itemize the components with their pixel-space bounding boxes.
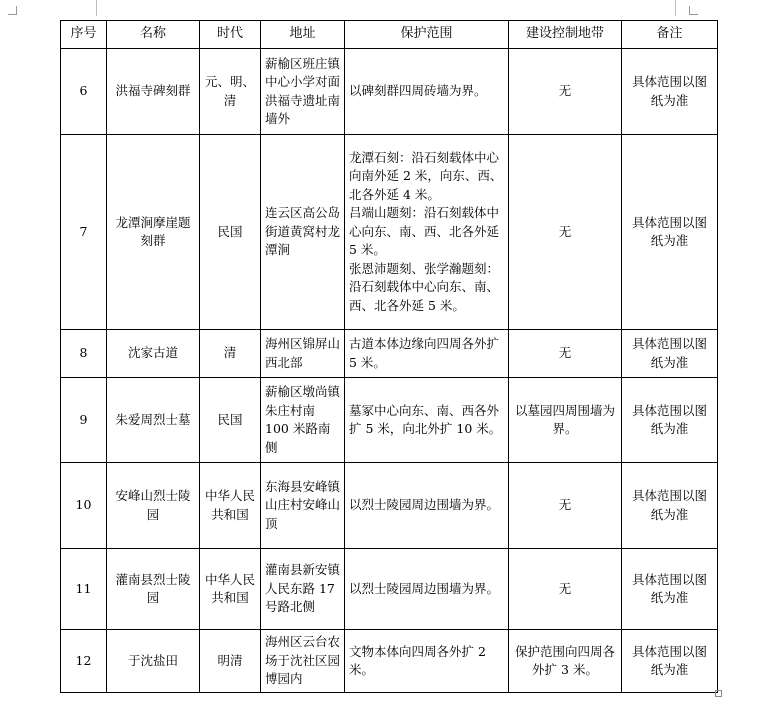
cell-name: 于沈盐田 <box>107 630 200 693</box>
cell-no: 11 <box>61 549 107 630</box>
margin-mark-right <box>689 6 698 15</box>
cell-control: 无 <box>509 463 622 549</box>
header-cell-scope: 保护范围 <box>345 21 509 49</box>
cell-address: 薪榆区墩尚镇朱庄村南 100 米路南侧 <box>261 378 345 463</box>
cell-address: 海州区锦屏山西北部 <box>261 330 345 378</box>
page-corner-line-left <box>96 0 97 16</box>
cell-scope: 以烈士陵园周边围墙为界。 <box>345 549 509 630</box>
cell-address: 连云区高公岛街道黄窝村龙潭涧 <box>261 135 345 330</box>
cell-name: 朱爱周烈士墓 <box>107 378 200 463</box>
cell-no: 7 <box>61 135 107 330</box>
cell-name: 安峰山烈士陵园 <box>107 463 200 549</box>
header-cell-control: 建设控制地带 <box>509 21 622 49</box>
cell-address: 灌南县新安镇人民东路 17 号路北侧 <box>261 549 345 630</box>
cell-address: 薪榆区班庄镇中心小学对面洪福寺遗址南墙外 <box>261 49 345 135</box>
page-corner-line-right <box>675 0 676 16</box>
cell-scope: 墓冢中心向东、南、西各外扩 5 米，向北外扩 10 米。 <box>345 378 509 463</box>
header-cell-no: 序号 <box>61 21 107 49</box>
cell-note: 具体范围以图纸为准 <box>622 135 718 330</box>
cell-scope: 以碑刻群四周砖墙为界。 <box>345 49 509 135</box>
table-row <box>61 378 718 463</box>
heritage-table <box>60 20 718 693</box>
paragraph-end-mark <box>715 690 722 697</box>
cell-control: 以墓园四周围墙为界。 <box>509 378 622 463</box>
table-row <box>61 49 718 135</box>
cell-era: 元、明、清 <box>200 49 261 135</box>
cell-control: 无 <box>509 49 622 135</box>
cell-era: 中华人民共和国 <box>200 549 261 630</box>
cell-name: 龙潭涧摩崖题刻群 <box>107 135 200 330</box>
cell-control: 无 <box>509 135 622 330</box>
cell-note: 具体范围以图纸为准 <box>622 330 718 378</box>
cell-address: 海州区云台农场于沈社区园博园内 <box>261 630 345 693</box>
cell-note: 具体范围以图纸为准 <box>622 463 718 549</box>
cell-no: 12 <box>61 630 107 693</box>
cell-note: 具体范围以图纸为准 <box>622 378 718 463</box>
cell-no: 10 <box>61 463 107 549</box>
cell-era: 民国 <box>200 378 261 463</box>
cell-no: 8 <box>61 330 107 378</box>
cell-scope: 文物本体向四周各外扩 2 米。 <box>345 630 509 693</box>
cell-note: 具体范围以图纸为准 <box>622 630 718 693</box>
header-cell-era: 时代 <box>200 21 261 49</box>
header-row <box>61 21 718 49</box>
header-cell-address: 地址 <box>261 21 345 49</box>
cell-note: 具体范围以图纸为准 <box>622 549 718 630</box>
header-cell-note: 备注 <box>622 21 718 49</box>
table-row <box>61 463 718 549</box>
cell-scope: 龙潭石刻：沿石刻载体中心向南外延 2 米，向东、西、北各外延 4 米。 吕端山题刻：沿石刻载体中心向东、南、西、北各外延 5 米。 张恩沛题刻、张学瀚题刻：沿石刻载体中心向东、南、西、北各外延 5 米。 <box>345 135 509 330</box>
table-row <box>61 135 718 330</box>
cell-no: 6 <box>61 49 107 135</box>
margin-mark-left <box>8 6 17 15</box>
cell-era: 民国 <box>200 135 261 330</box>
cell-era: 明清 <box>200 630 261 693</box>
cell-era: 清 <box>200 330 261 378</box>
table-row <box>61 330 718 378</box>
cell-address: 东海县安峰镇山庄村安峰山顶 <box>261 463 345 549</box>
cell-control: 保护范围向四周各外扩 3 米。 <box>509 630 622 693</box>
table-row <box>61 549 718 630</box>
table-row <box>61 630 718 693</box>
cell-no: 9 <box>61 378 107 463</box>
cell-era: 中华人民共和国 <box>200 463 261 549</box>
cell-name: 洪福寺碑刻群 <box>107 49 200 135</box>
cell-name: 沈家古道 <box>107 330 200 378</box>
cell-scope: 以烈士陵园周边围墙为界。 <box>345 463 509 549</box>
cell-scope: 古道本体边缘向四周各外扩 5 米。 <box>345 330 509 378</box>
cell-control: 无 <box>509 330 622 378</box>
cell-control: 无 <box>509 549 622 630</box>
cell-note: 具体范围以图纸为准 <box>622 49 718 135</box>
header-cell-name: 名称 <box>107 21 200 49</box>
cell-name: 灌南县烈士陵园 <box>107 549 200 630</box>
